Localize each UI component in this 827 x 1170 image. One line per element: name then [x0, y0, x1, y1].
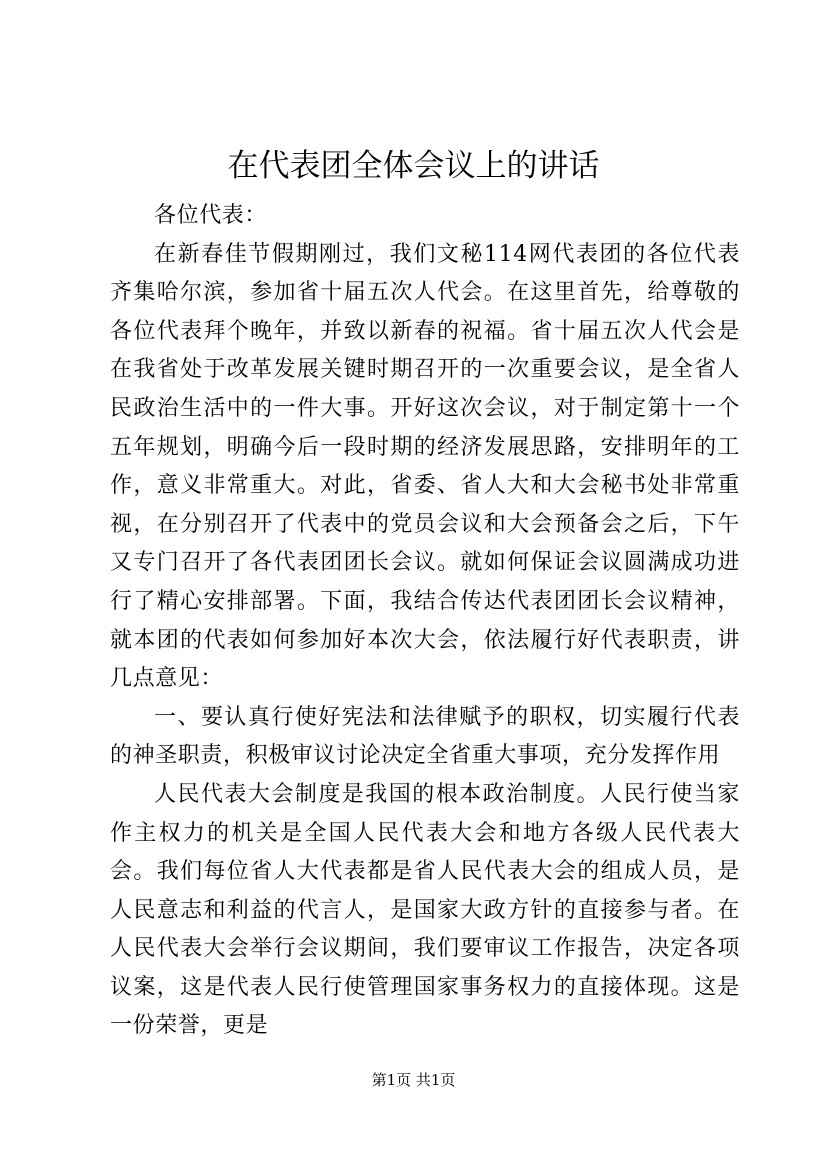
document-body [110, 197, 740, 1046]
document-title: 在代表团全体会议上的讲话 [227, 148, 600, 184]
salutation-paragraph: 各位代表： [154, 203, 268, 228]
body-paragraph: 人民代表大会制度是我国的根本政治制度。人民行使当家作主权力的机关是全国人民代表大会和地方各级人民代表大会。我们每位省人大代表都是省人民代表大会的组成人员，是人民意志和利益的代言人，是国家大政方针的直接参与者。在人民代表大会举行会议期间，我们要审议工作报告，决定各项议案，这是代表人民行使管理国家事务权力的直接体现。这是一份荣誉，更是 [110, 781, 740, 1039]
page-footer: 第1页 共1页 [371, 1071, 456, 1089]
section-heading-paragraph: 一、要认真行使好宪法和法律赋予的职权，切实履行代表的神圣职责，积极审议讨论决定全省重大事项，充分发挥作用 [110, 704, 740, 769]
intro-paragraph: 在新春佳节假期刚过，我们文秘114网代表团的各位代表齐集哈尔滨，参加省十届五次人代会。在这里首先，给尊敬的各位代表拜个晚年，并致以新春的祝福。省十届五次人代会是在我省处于改革发展关键时期召开的一次重要会议，是全省人民政治生活中的一件大事。开好这次会议，对于制定第十一个五年规划，明确今后一段时期的经济发展思路，安排明年的工作，意义非常重大。对此，省委、省人大和大会秘书处非常重视，在分别召开了代表中的党员会议和大会预备会之后，下午又专门召开了各代表团团长会议。就如何保证会议圆满成功进行了精心安排部署。下面，我结合传达代表团团长会议精神，就本团的代表如何参加好本次大会，依法履行好代表职责，讲几点意见： [110, 241, 740, 692]
